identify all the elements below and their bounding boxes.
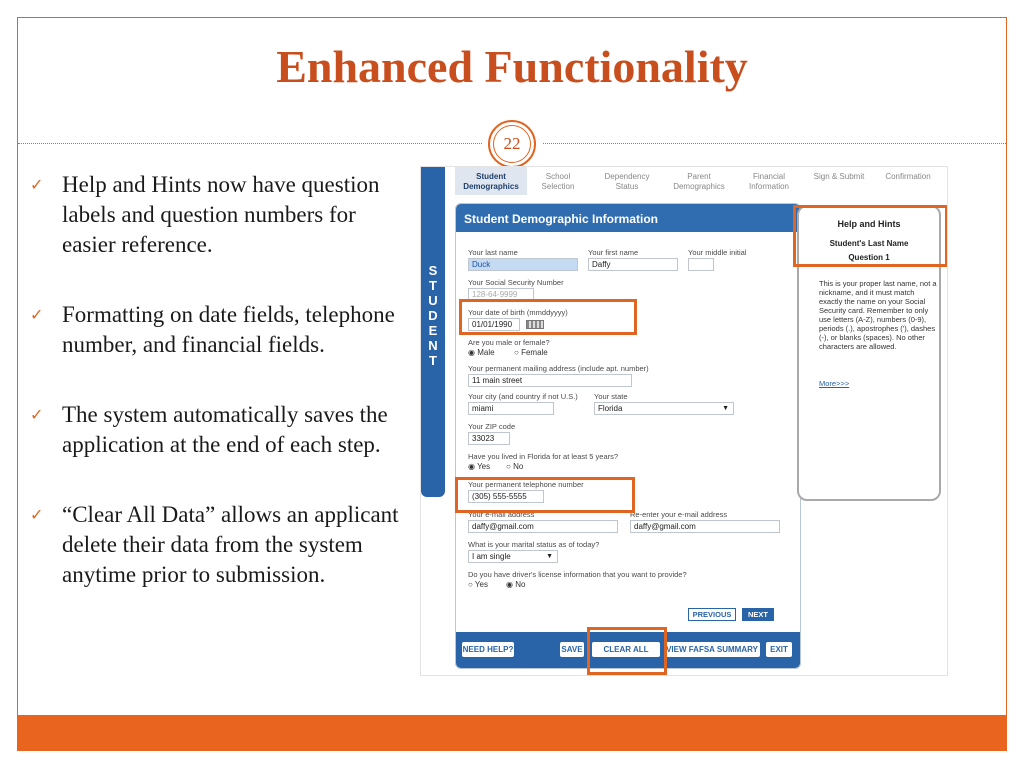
hint-body-text: This is your proper last name, not a nickname, and it must match exactly the name on your Social Security card. Remember to only use letters (A-Z), numbers (0-9), periods (.), apostrophes ('), dashes (-), or blanks (spaces). No other characters are allowed. bbox=[819, 279, 937, 351]
footer-bar bbox=[17, 715, 1007, 751]
side-tab-letter: U bbox=[428, 293, 438, 308]
checkmark-icon: ✓ bbox=[30, 405, 44, 424]
dob-label: Your date of birth (mmddyyyy) bbox=[468, 308, 568, 317]
residency-yes-radio[interactable]: ◉ Yes bbox=[468, 462, 491, 471]
highlight-phone-field bbox=[455, 477, 635, 513]
side-tab-letter: S bbox=[428, 263, 438, 278]
hint-question-number: Question 1 bbox=[848, 253, 890, 262]
student-demographic-panel bbox=[455, 203, 801, 669]
bullet-item bbox=[30, 300, 415, 360]
side-tab-letters bbox=[421, 263, 445, 368]
previous-button[interactable]: PREVIOUS bbox=[688, 608, 736, 621]
step-confirmation[interactable] bbox=[873, 167, 943, 195]
city-label: Your city (and country if not U.S.) bbox=[468, 392, 578, 401]
step-label: Confirmation bbox=[885, 172, 931, 181]
step-label: Status bbox=[615, 182, 639, 191]
last-name-input[interactable]: Duck bbox=[468, 258, 578, 271]
step-label: Demographics bbox=[673, 182, 725, 191]
middle-initial-label: Your middle initial bbox=[688, 248, 747, 257]
help-hints-title: Help and Hints bbox=[837, 219, 901, 229]
city-input[interactable]: miami bbox=[468, 402, 554, 415]
save-button[interactable]: SAVE bbox=[560, 642, 584, 657]
highlight-clear-all-data bbox=[587, 627, 667, 675]
fafsa-screenshot bbox=[420, 166, 948, 676]
side-tab-letter: T bbox=[429, 278, 437, 293]
step-label: Financial bbox=[752, 172, 785, 181]
checkmark-icon: ✓ bbox=[30, 505, 44, 524]
zip-input[interactable]: 33023 bbox=[468, 432, 510, 445]
clear-all-data-button[interactable]: CLEAR ALL DATA bbox=[592, 642, 660, 657]
step-label: Student bbox=[476, 172, 506, 181]
step-school-selection[interactable] bbox=[527, 167, 589, 195]
bullet-list bbox=[30, 170, 415, 630]
license-yes-label: Yes bbox=[474, 580, 488, 589]
ssn-input[interactable]: 128-64-9999 bbox=[468, 288, 534, 301]
hint-question-label: Student's Last Name bbox=[829, 239, 909, 248]
bullet-item bbox=[30, 170, 415, 260]
title-divider-left bbox=[18, 143, 482, 144]
last-name-label: Your last name bbox=[468, 248, 518, 257]
bullet-text: Help and Hints now have question labels and question numbers for easier reference. bbox=[62, 172, 380, 257]
residency-no-label: No bbox=[513, 462, 524, 471]
exit-button[interactable]: EXIT bbox=[766, 642, 792, 657]
need-help-button[interactable]: NEED HELP? bbox=[462, 642, 514, 657]
dropdown-arrow-icon: ▼ bbox=[546, 553, 553, 560]
gender-question: Are you male or female? bbox=[468, 338, 550, 347]
step-label: Parent bbox=[687, 172, 711, 181]
step-label: Demographics bbox=[463, 182, 519, 191]
page-number: 22 bbox=[493, 125, 531, 163]
residency-no-radio[interactable]: ○ No bbox=[506, 462, 524, 471]
bullet-text: The system automatically saves the application at the end of each step. bbox=[62, 402, 388, 457]
female-radio[interactable]: ○ Female bbox=[514, 348, 548, 357]
step-label: Dependency bbox=[604, 172, 650, 181]
step-student-demographics[interactable] bbox=[455, 167, 527, 195]
page-number-badge bbox=[488, 120, 536, 168]
license-yes-radio[interactable]: ○ Yes bbox=[468, 580, 488, 589]
phone-label: Your permanent telephone number bbox=[468, 480, 584, 489]
dob-input[interactable]: 01/01/1990 bbox=[468, 318, 520, 331]
first-name-label: Your first name bbox=[588, 248, 639, 257]
female-radio-label: Female bbox=[521, 348, 548, 357]
slide-title: Enhanced Functionality bbox=[276, 41, 748, 92]
residency-question: Have you lived in Florida for at least 5 years? bbox=[468, 452, 619, 461]
address-label: Your permanent mailing address (include apt. number) bbox=[468, 364, 649, 373]
highlight-dob-field bbox=[459, 299, 637, 335]
step-label: School bbox=[545, 172, 571, 181]
step-sign-submit[interactable] bbox=[805, 167, 873, 195]
dropdown-arrow-icon: ▼ bbox=[722, 405, 729, 412]
next-button[interactable]: NEXT bbox=[742, 608, 774, 621]
license-no-radio[interactable]: ◉ No bbox=[506, 580, 526, 589]
marital-label: What is your marital status as of today? bbox=[468, 540, 600, 549]
side-tab-letter: N bbox=[428, 338, 438, 353]
side-tab-letter: D bbox=[428, 308, 438, 323]
first-name-input[interactable]: Daffy bbox=[588, 258, 678, 271]
license-question: Do you have driver's license information that you want to provide? bbox=[468, 570, 687, 579]
view-fafsa-summary-button[interactable]: VIEW FAFSA SUMMARY bbox=[664, 642, 760, 657]
step-dependency-status[interactable] bbox=[589, 167, 665, 195]
checkmark-icon: ✓ bbox=[30, 175, 44, 194]
step-label: Selection bbox=[541, 182, 575, 191]
phone-input[interactable]: (305) 555-5555 bbox=[468, 490, 544, 503]
state-select[interactable] bbox=[594, 402, 734, 415]
step-parent-demographics[interactable] bbox=[665, 167, 733, 195]
side-tab-letter: E bbox=[428, 323, 438, 338]
residency-yes-label: Yes bbox=[477, 462, 491, 471]
bullet-text: Formatting on date fields, telephone number, and financial fields. bbox=[62, 302, 395, 357]
zip-label: Your ZIP code bbox=[468, 422, 516, 431]
email-confirm-input[interactable]: daffy@gmail.com bbox=[630, 520, 780, 533]
step-label: Sign & Submit bbox=[813, 172, 865, 181]
side-tab-letter: T bbox=[429, 353, 437, 368]
license-no-label: No bbox=[515, 580, 526, 589]
email-confirm-label: Re-enter your e-mail address bbox=[630, 510, 728, 519]
address-input[interactable]: 11 main street bbox=[468, 374, 632, 387]
male-radio[interactable]: ◉ Male bbox=[468, 348, 495, 357]
ssn-label: Your Social Security Number bbox=[468, 278, 564, 287]
email-label: Your e-mail address bbox=[468, 510, 535, 519]
panel-title: Student Demographic Information bbox=[456, 204, 800, 232]
male-radio-label: Male bbox=[477, 348, 495, 357]
step-financial-information[interactable] bbox=[733, 167, 805, 195]
progress-steps bbox=[455, 167, 948, 195]
marital-select[interactable] bbox=[468, 550, 558, 563]
bullet-text: “Clear All Data” allows an applicant delete their data from the system anytime prior to submission. bbox=[62, 502, 399, 587]
checkmark-icon: ✓ bbox=[30, 305, 44, 324]
step-label: Information bbox=[748, 182, 790, 191]
bullet-item bbox=[30, 400, 415, 460]
marital-select-value: I am single bbox=[472, 552, 511, 561]
hint-more-link[interactable]: More>>> bbox=[819, 379, 850, 388]
student-side-tab bbox=[421, 167, 445, 497]
highlight-hints-labels bbox=[793, 205, 948, 267]
email-input[interactable]: daffy@gmail.com bbox=[468, 520, 618, 533]
bullet-item bbox=[30, 500, 415, 590]
state-select-value: Florida bbox=[598, 404, 623, 413]
middle-initial-input[interactable] bbox=[688, 258, 714, 271]
state-label: Your state bbox=[594, 392, 628, 401]
title-divider-right bbox=[543, 143, 1006, 144]
